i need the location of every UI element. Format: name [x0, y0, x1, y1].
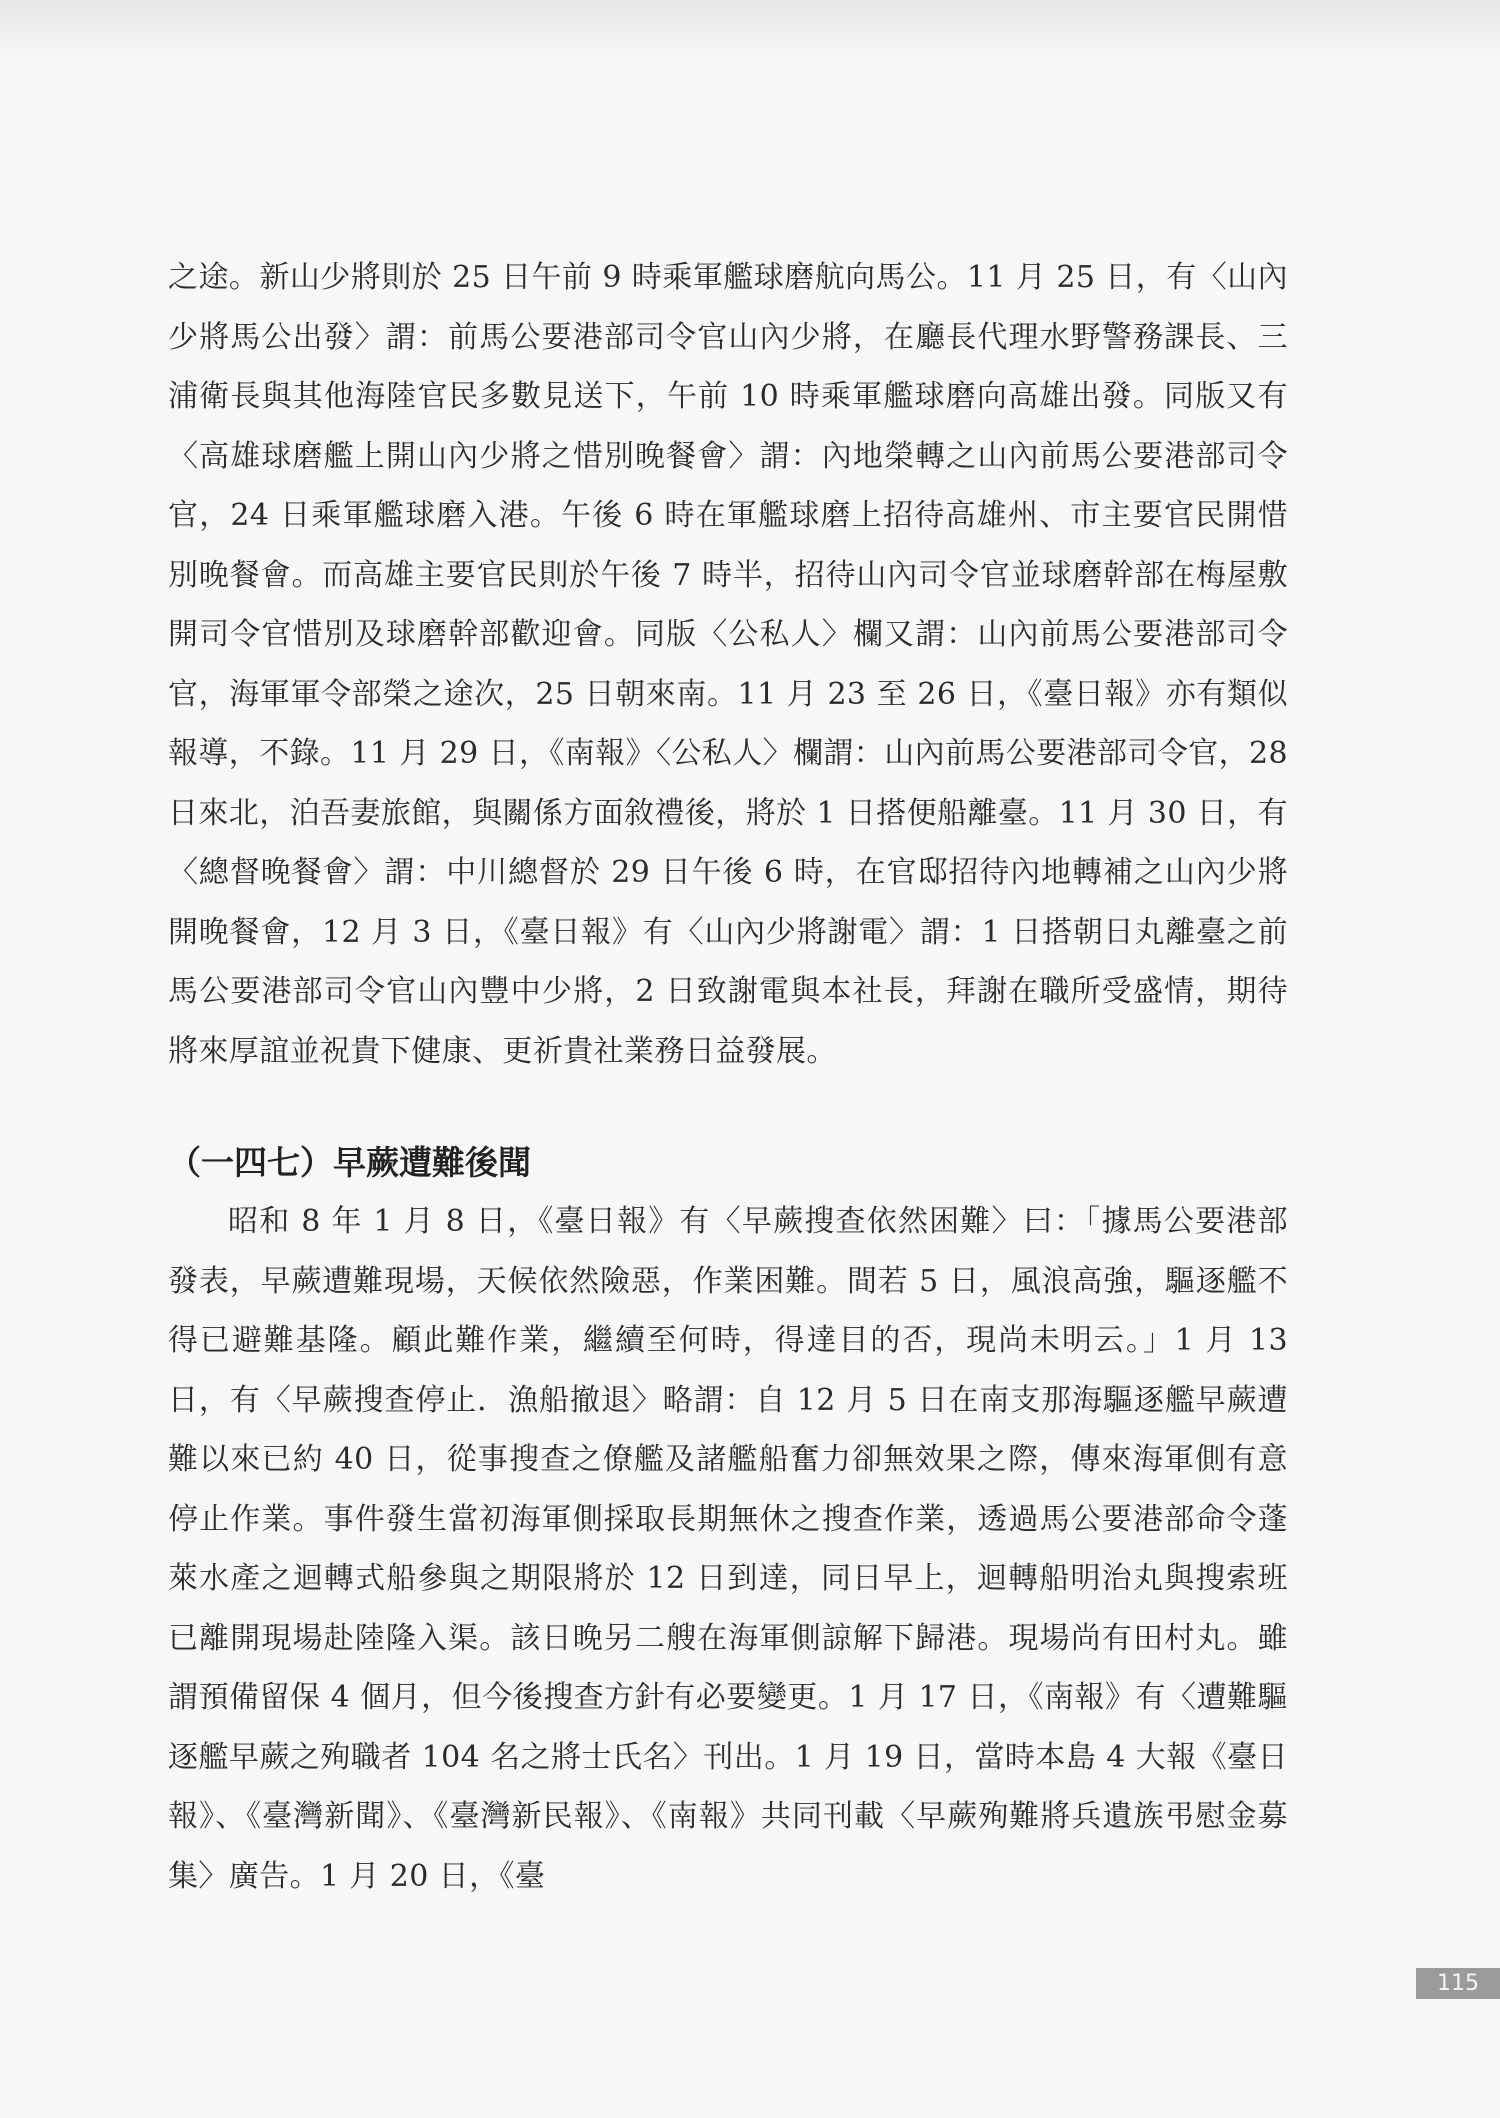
body-paragraph: 昭和 8 年 1 月 8 日，《臺日報》有〈早蕨搜查依然困難〉曰：「據馬公要港部發表，早蕨遭難現場，天候依然險惡，作業困難。間若 5 日，風浪高強，驅逐艦不得已避難基隆。顧此難作業，繼續至何時，得達目的否，現尚未明云。」1 月 13 日，有〈早蕨搜查停止．漁船撤退〉略謂：自 12 月 5 日在南支那海驅逐艦早蕨遭難以來已約 40 日，從事搜查之僚艦及諸艦船奮力卻無效果之際，傳來海軍側有意停止作業。事件發生當初海軍側採取長期無休之搜查作業，透過馬公要港部命令蓬萊水產之迴轉式船參與之期限將於 12 日到達，同日早上，迴轉船明治丸與搜索班已離開現場赴陸隆入渠。該日晚另二艘在海軍側諒解下歸港。現場尚有田村丸。雖謂預備留保 4 個月，但今後搜查方針有必要變更。1 月 17 日，《南報》有〈遭難驅逐艦早蕨之殉職者 104 名之將士氏名〉刊出。1 月 19 日，當時本島 4 大報《臺日報》、《臺灣新聞》、《臺灣新民報》、《南報》共同刊載〈早蕨殉難將兵遺族弔慰金募集〉廣告。1 月 20 日，《臺 — [168, 1204, 1288, 1894]
scan-top-shadow — [0, 0, 1500, 62]
page-body — [168, 248, 1288, 1906]
page-number: 115 — [1416, 1968, 1500, 1999]
body-paragraph-continued: 之途。新山少將則於 25 日午前 9 時乘軍艦球磨航向馬公。11 月 25 日，有〈山內少將馬公出發〉謂：前馬公要港部司令官山內少將，在廳長代理水野警務課長、三浦衛長與其他海陸官民多數見送下，午前 10 時乘軍艦球磨向高雄出發。同版又有〈高雄球磨艦上開山內少將之惜別晚餐會〉謂：內地榮轉之山內前馬公要港部司令官，24 日乘軍艦球磨入港。午後 6 時在軍艦球磨上招待高雄州、市主要官民開惜別晚餐會。而高雄主要官民則於午後 7 時半，招待山內司令官並球磨幹部在梅屋敷開司令官惜別及球磨幹部歡迎會。同版〈公私人〉欄又謂：山內前馬公要港部司令官，海軍軍令部榮之途次，25 日朝來南。11 月 23 至 26 日，《臺日報》亦有類似報導，不錄。11 月 29 日，《南報》〈公私人〉欄謂：山內前馬公要港部司令官，28 日來北，泊吾妻旅館，與關係方面敘禮後，將於 1 日搭便船離臺。11 月 30 日，有〈總督晚餐會〉謂：中川總督於 29 日午後 6 時，在官邸招待內地轉補之山內少將開晚餐會，12 月 3 日，《臺日報》有〈山內少將謝電〉謂：1 日搭朝日丸離臺之前馬公要港部司令官山內豐中少將，2 日致謝電與本社長，拜謝在職所受盛情，期待將來厚誼並祝貴下健康、更祈貴社業務日益發展。 — [168, 260, 1288, 1069]
section-heading: （一四七）早蕨遭難後聞 — [168, 1143, 531, 1182]
